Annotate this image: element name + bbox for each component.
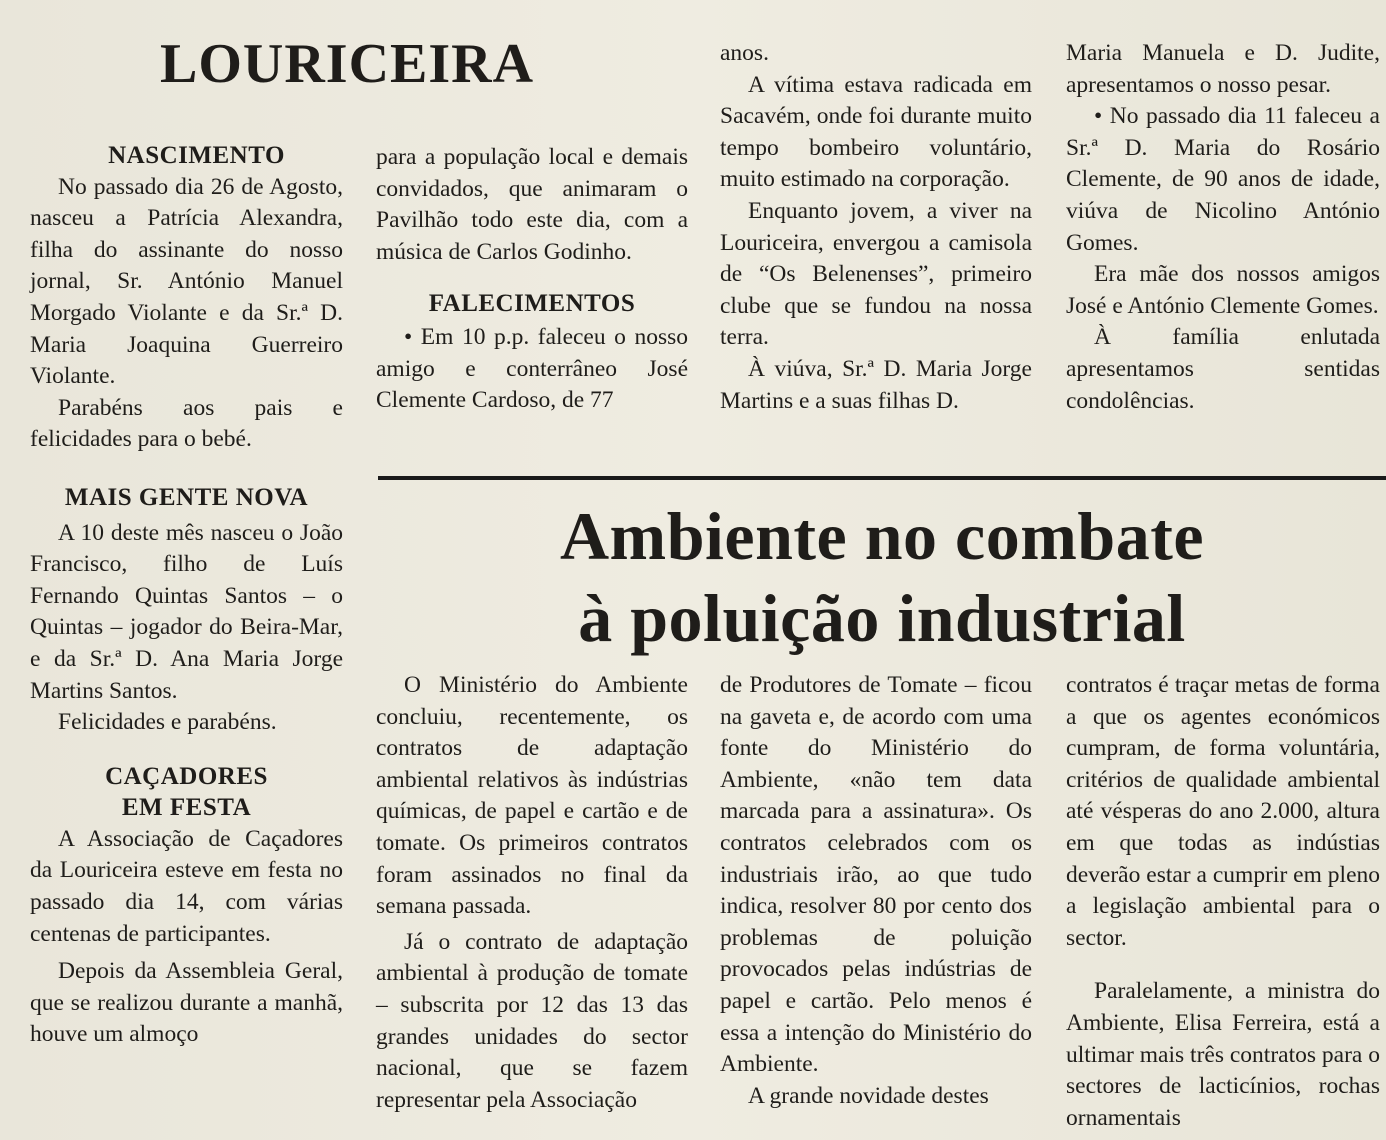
- paragraph-felicidades: Felicidades e parabéns.: [58, 709, 277, 736]
- article-headline: [378, 495, 1386, 659]
- headline-line-1: Ambiente no combate: [559, 498, 1205, 574]
- section-masthead: LOURICEIRA: [160, 33, 535, 95]
- article-column-2: [720, 670, 1032, 1112]
- heading-falecimentos: FALECIMENTOS: [428, 290, 636, 318]
- paragraph-parabens: Parabéns aos pais e felicidades para o bebé.: [30, 394, 343, 453]
- article-paragraph-4: A grande novidade destes: [748, 1082, 989, 1109]
- heading-nascimento: NASCIMENTO: [108, 142, 285, 169]
- article-paragraph-1: O Ministério do Ambiente concluiu, recentemente, os contratos de adaptação ambiental relativos às indústrias químicas, de papel e cartão e de tomate. Os primeiros contratos foram assinados no final da semana passada.: [376, 672, 688, 920]
- article-column-3: [1066, 670, 1380, 1134]
- paragraph-falecimento-1: • Em 10 p.p. faleceu o nosso amigo e conterrâneo José Clemente Cardoso, de 77: [376, 323, 688, 414]
- section-divider: [378, 476, 1386, 480]
- article-paragraph-5: contratos é traçar metas de forma a que os agentes económicos cumpram, de forma voluntária, critérios de qualidade ambiental até vésperas do ano 2.000, altura em que todas as indústias deverão estar a cumprir em pleno a legislação ambiental para o sector.: [1066, 672, 1380, 951]
- paragraph-falecimento-2: • No passado dia 11 faleceu a Sr.ª D. Maria do Rosário Clemente, de 90 anos de idade, viúva de Nicolino António Gomes.: [1066, 103, 1380, 256]
- column-obituaries-2: [720, 38, 1032, 417]
- paragraph-gente-nova: A 10 deste mês nasceu o João Francisco, filho de Luís Fernando Quintas Santos – o Quintas – jogador do Beira-Mar, e da Sr.ª D. Ana Maria Jorge Martins Santos.: [30, 519, 343, 704]
- paragraph-condolencias: À família enlutada apresentamos sentidas condolências.: [1066, 324, 1380, 414]
- article-column-1: [376, 670, 688, 1116]
- article-paragraph-2: Já o contrato de adaptação ambiental à produção de tomate – subscrita por 12 das 13 das grandes unidades do sector nacional, que se fazem representar pela Associação: [376, 928, 688, 1113]
- paragraph-mae: Era mãe dos nossos amigos José e António Clemente Gomes.: [1066, 261, 1380, 319]
- paragraph-vitima: A vítima estava radicada em Sacavém, onde foi durante muito tempo bombeiro voluntário, muito estimado na corporação.: [720, 71, 1032, 193]
- paragraph-viuva: À viúva, Sr.ª D. Maria Jorge Martins e a suas filhas D.: [720, 355, 1032, 414]
- column-obituaries-1: [376, 142, 688, 417]
- heading-cacadores-1: CAÇADORES: [105, 762, 268, 790]
- paragraph-nascimento: No passado dia 26 de Agosto, nasceu a Patrícia Alexandra, filha do assinante do nosso jornal, Sr. António Manuel Morgado Violante e da Sr.ª D. Maria Joaquina Guerreiro Violante.: [30, 173, 343, 390]
- column-local-news: [30, 140, 343, 1051]
- headline-line-2: à poluição industrial: [578, 580, 1186, 656]
- paragraph-jovem: Enquanto jovem, a viver na Louriceira, envergou a camisola de “Os Belenenses”, primeiro clube que se fundou na nossa terra.: [720, 197, 1032, 351]
- paragraph-assembleia: Depois da Assembleia Geral, que se realizou durante a manhã, houve um almoço: [30, 958, 343, 1048]
- paragraph-cacadores: A Associação de Caçadores da Louriceira esteve em festa no passado dia 14, com várias centenas de participantes.: [30, 825, 343, 947]
- heading-cacadores-2: EM FESTA: [121, 794, 252, 822]
- paragraph-continuation: para a população local e demais convidados, que animaram o Pavilhão todo este dia, com a música de Carlos Godinho.: [376, 144, 688, 265]
- paragraph-anos: anos.: [720, 40, 769, 66]
- heading-mais-gente-nova: MAIS GENTE NOVA: [64, 483, 309, 511]
- paragraph-pesar: Maria Manuela e D. Judite, apresentamos o nosso pesar.: [1066, 40, 1380, 98]
- column-obituaries-3: [1066, 38, 1380, 417]
- article-paragraph-3: de Produtores de Tomate – ficou na gaveta e, de acordo com uma fonte do Ministério do Ambiente, «não tem data marcada para a assinatura». Os contratos celebrados com os industriais irão, ao que tudo indica, resolver 80 por cento dos problemas de poluição provocados pelas indústrias de papel e cartão. Pelo menos é essa a intenção do Ministério do Ambiente.: [720, 672, 1032, 1078]
- article-paragraph-6: Paralelamente, a ministra do Ambiente, Elisa Ferreira, está a ultimar mais três contratos para o sectores de lacticínios, rochas ornamentais: [1066, 978, 1380, 1131]
